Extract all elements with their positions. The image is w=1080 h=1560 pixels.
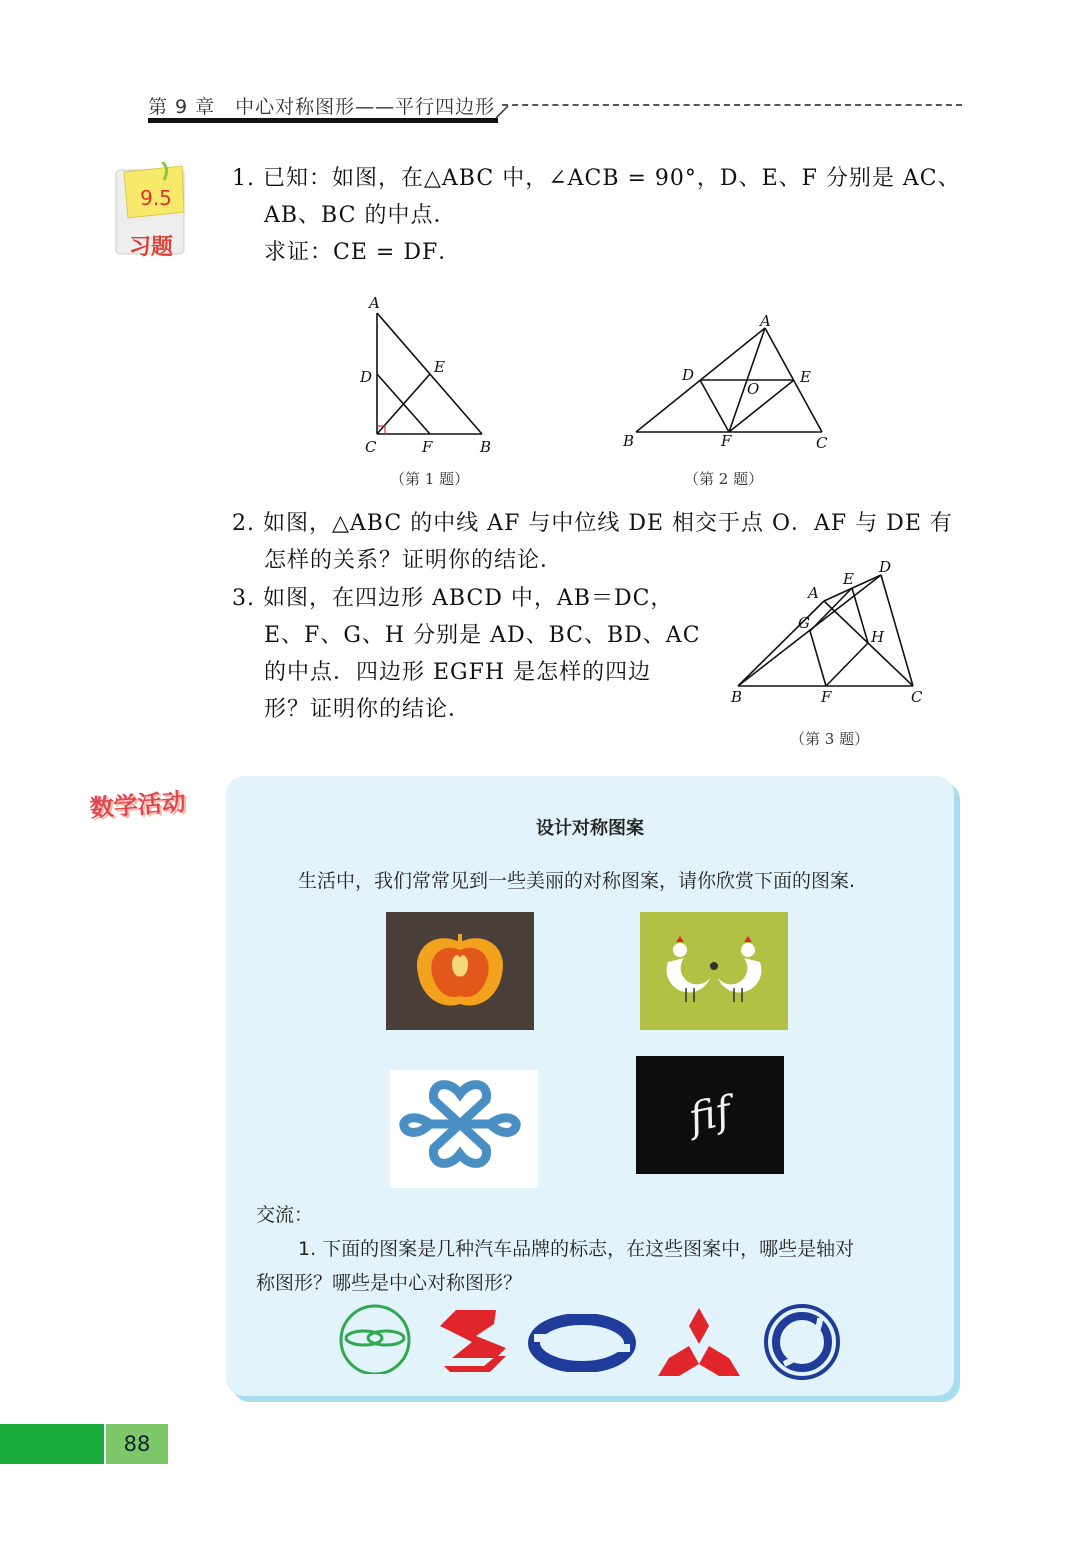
problem-3-line-2: E、F、G、H 分别是 AD、BC、BD、AC xyxy=(264,623,701,648)
discussion-q1-line-2: 称图形？哪些是中心对称图形？ xyxy=(256,1272,523,1294)
fig3-label-G: G xyxy=(798,614,810,632)
figure-2-caption: （第 2 题） xyxy=(684,470,764,488)
fig2-label-F: F xyxy=(721,432,732,450)
chicks-pattern-image xyxy=(640,912,788,1030)
circle-swoosh-logo-icon xyxy=(762,1302,842,1382)
circle-logo-icon xyxy=(334,1304,416,1374)
figure-3-caption: （第 3 题） xyxy=(790,730,870,748)
figure-1-caption: （第 1 题） xyxy=(390,470,470,488)
header-underline xyxy=(148,118,498,123)
page-bar xyxy=(0,1424,104,1464)
fig1-label-A: A xyxy=(369,294,380,312)
fig3-label-C: C xyxy=(911,688,923,706)
fig2-label-D: D xyxy=(682,366,695,384)
fif-ambigram-image xyxy=(636,1056,784,1174)
ring-logo-icon xyxy=(528,1314,636,1372)
fig2-label-E: E xyxy=(800,368,811,386)
apple-icon xyxy=(386,912,534,1030)
discussion-q1-line-1: 1. 下面的图案是几种汽车品牌的标志，在这些图案中，哪些是轴对 xyxy=(298,1238,855,1260)
problem-3-line-3: 的中点．四边形 EGFH 是怎样的四边 xyxy=(264,660,652,685)
badge-number: 9.5 xyxy=(140,186,172,210)
fig1-label-B: B xyxy=(480,438,492,456)
problem-2-line-1: 2. 如图，△ABC 的中线 AF 与中位线 DE 相交于点 O．AF 与 DE 有 xyxy=(232,511,953,536)
header-slash xyxy=(494,104,510,120)
chinese-knot-icon xyxy=(390,1070,530,1178)
fig3-label-H: H xyxy=(871,628,885,646)
fig3-label-E: E xyxy=(843,570,854,588)
fig2-label-A: A xyxy=(760,312,771,330)
math-activity-badge: 数学活动 xyxy=(88,786,187,823)
chinese-knot-image xyxy=(390,1070,538,1188)
discussion-label: 交流： xyxy=(256,1204,314,1226)
fig2-label-O: O xyxy=(747,380,760,398)
fif-text: fif xyxy=(684,1088,736,1142)
activity-panel xyxy=(226,776,954,1396)
chicks-icon xyxy=(640,912,788,1030)
figure-1 xyxy=(350,292,510,462)
fig1-label-F: F xyxy=(422,438,433,456)
fig1-label-E: E xyxy=(434,358,445,376)
fig1-label-D: D xyxy=(360,368,373,386)
header-dashed-line xyxy=(502,104,962,106)
page-number: 88 xyxy=(106,1424,168,1464)
fig3-label-B: B xyxy=(731,688,743,706)
chapter-header: 第 9 章 中心对称图形——平行四边形 xyxy=(148,96,496,118)
problem-2-line-2: 怎样的关系？证明你的结论． xyxy=(264,548,564,573)
suzuki-logo-icon xyxy=(436,1306,510,1376)
fig3-label-F: F xyxy=(821,688,832,706)
figure-3 xyxy=(726,556,936,706)
badge-label: 习题 xyxy=(128,235,173,260)
problem-1-line-3: 求证：CE = DF． xyxy=(264,240,462,265)
problem-3-line-4: 形？证明你的结论． xyxy=(264,697,472,722)
problem-1-line-2: AB、BC 的中点． xyxy=(264,203,457,228)
problem-1-line-1: 1. 已知：如图，在△ABC 中，∠ACB = 90°，D、E、F 分别是 AC、 xyxy=(232,166,961,191)
figure-2 xyxy=(618,310,838,455)
fig2-label-B: B xyxy=(623,432,635,450)
activity-title: 设计对称图案 xyxy=(536,818,644,839)
fig3-label-A: A xyxy=(808,584,819,602)
apple-pattern-image xyxy=(386,912,534,1030)
problem-3-line-1: 3. 如图，在四边形 ABCD 中，AB＝DC， xyxy=(232,586,674,611)
fig3-label-D: D xyxy=(879,558,892,576)
fig1-label-C: C xyxy=(365,438,377,456)
fig2-label-C: C xyxy=(816,434,828,452)
exercise-badge xyxy=(110,162,190,262)
mitsubishi-logo-icon xyxy=(656,1306,742,1378)
activity-intro: 生活中，我们常常见到一些美丽的对称图案，请你欣赏下面的图案. xyxy=(298,870,856,892)
